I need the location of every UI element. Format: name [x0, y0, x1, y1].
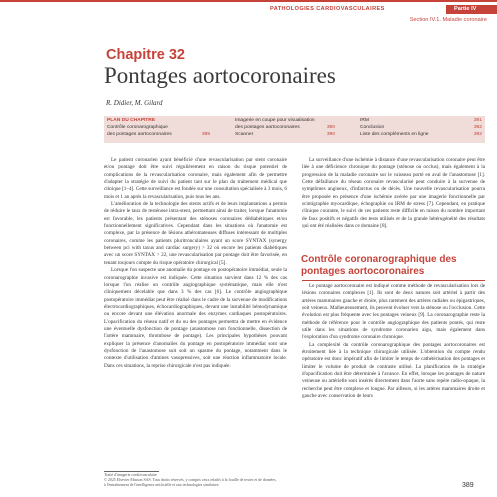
paragraph: L'amélioration de la technologie des stents actifs et de leurs implantations a permis de réduire le taux de resténose intra-stent, permettant ainsi de traiter, lorsque l'anatomie est favorable, les patients présentant des sténoses coronaires dédiabétiques et/ou fonctionnellement significatives. Cependant dans les situations où l'anatomie est complexe, par la présence de lésions athéromateuses diffuses intéressant de multiples coronaires, comme les patients pluritronculaires ayant un score SYNTAX (synergy between pci with taxus and cardiac surgery) > 32 où encore les patients diabétiques avec un score SYNTAX > 22, une revascularisation par pontage doit être favorisée, en tenant toujours compte du risque opératoire chirurgical [5].	[104, 201, 287, 266]
right-column-top	[302, 157, 485, 230]
toc-item[interactable]: IRM	[360, 118, 369, 123]
paragraph: Le patient coronarien ayant bénéficié d'une revascularisation par stent coronaire et/ou pontage doit être suivi régulièrement en raison du risque potentiel de complications de la revascularisation coronaire, mais également afin de permettre d'adapter la stratégie de suivi du patient tant sur le plan du traitement médical que clinique [1–4]. Cette surveillance est fondée sur une consultation spécialisée à 3 mois, 6 mois et 1 an après la revascularisation, puis tous les ans.	[104, 157, 287, 200]
footnote-line: à l'entraînement de l'intelligence artificielle et aux technologies similaires.	[104, 483, 220, 487]
toc-item[interactable]: Liste des compléments en ligne	[360, 132, 429, 137]
paragraph: Le pontage aortocoronaire est indiqué comme méthode de revascularisation lors de lésions coronaires complexes [1]. Ils sont de deux natures soit artériel à partir des artères mammaires gauche et droite, plus rarement des artères radiales ou épigastriques, soit veineux. Malheureusement, ils peuvent évoluer vers la sténose ou l'occlusion. Cette évolution est plus fréquente avec les pontages veineux [9]. La coronarographie reste la méthode de référence pour le contrôle angiographique des patients pontés, qui reste utile dans les situations de syndrome coronarien aigu, mais également dans l'exploration d'un syndrome coronaire chronique.	[302, 283, 485, 341]
toc-page: 392	[473, 125, 482, 130]
chapter-title: Pontages aortocoronaires	[104, 63, 336, 88]
footnote-rule	[104, 471, 159, 472]
chapter-plan-box	[104, 116, 485, 143]
running-title: PATHOLOGIES CARDIOVASCULAIRES	[270, 6, 385, 12]
right-column-bottom	[302, 283, 485, 401]
toc-item[interactable]: Conclusion	[360, 125, 385, 130]
paragraph: La surveillance d'une ischémie à distance d'une revascularisation coronaire peut être liée à une déficience chronique du pontage (sténose ou occlus), mais également à la progression de la maladie coronaire sur le vaisseau porté en aval de l'anastomose [1]. Cette défaillance du réseau coronaire revascularisé peut conduire à la survenue de symptômes angineux, d'infarctus ou de décès. Une nouvelle revascularisation pourra être proposée en présence d'une ischémie avérée par une imagerie fonctionnelle par scintigraphie myocardique, échographie ou IRM de stress [7]. Cependant, en pratique clinique courante, le suivi de ces patients reste difficile en raison du nombre important de faux positifs et négatifs des tests utilisés et de la grande hétérogénéité des résultats qui ont été réalisées dans ce domaine [8].	[302, 157, 485, 230]
section-rule	[302, 280, 485, 281]
toc-item[interactable]: Contrôle coronarographique	[107, 125, 168, 130]
footnote-line: Traité d'imagerie cardiovasculaire	[104, 473, 157, 477]
toc-page: 392	[473, 132, 482, 137]
header-rule	[0, 0, 497, 2]
authors: R. Didier, M. Gilard	[106, 99, 163, 107]
toc-item[interactable]: Imagerie en coupe pour visualisation	[235, 118, 315, 123]
toc-heading: PLAN DU CHAPITRE	[107, 118, 156, 123]
paragraph: La complexité du contrôle coronarographique des pontages aortocoronaires est étroitement liée à la technique chirurgicale utilisée. L'obtention du compte rendu opératoire est donc impératif afin de limiter le temps de cathétérisation des pontages et limiter le volume de produit de contraste utilisé. La planification de la stratégie d'opacification doit être déterminée à l'avance. En effet, lorsque les pontages de nature veineuse ou artérielle sont insérés directement dans l'aorte sans repère radio-opaque, la recherche peut être complexe et longue. Par ailleurs, si les artères mammaires droite et gauche avec conservation de leurs	[302, 341, 485, 400]
paragraph: Lorsque l'on suspecte une anomalie du pontage en postopératoire immédiat, seule la coronarographie invasive est indiquée. Cette situation survient dans 12 % des cas lorsque l'on réalise un contrôle angiographique systématique, mais elle n'est cliniquement décelable que dans 3 % des cas [6]. Le contrôle angiographique postopératoire immédiat peut être réalisé dans le cadre de la survenue de modifications électrocardiographiques, échocardiographiques, devant une instabilité hémodynamique ou encore devant une élévation anormale des enzymes cardiaques postopératoires. L'opacification du réseau natif et du ou des pontages permettra de mettre en évidence une éventuelle dysfonction de pontage (anastomose non fonctionnelle, dissection de l'artère mammaire, thrombose de pontage). Les principales hypothèses pouvant expliquer la présence d'anomalies du pontage en postopératoire immédiat sont une dysfonction de l'anastomose soit soit un spasme du pontage, notamment dans le contexte d'utilisation d'amines vasopressives, soit une réaction inflammatoire locale. Dans ces situations, la reprise chirurgicale n'est pas indiquée.	[104, 267, 287, 369]
page-number: 389	[462, 482, 474, 489]
footnote-line: © 2025 Elsevier Masson SAS. Tous droits réservés, y compris ceux relatifs à la fouille de textes et de données,	[104, 478, 277, 482]
toc-item[interactable]: des pontages aortocoronaires	[235, 125, 300, 130]
toc-item[interactable]: Scanner	[235, 132, 254, 137]
left-column	[104, 157, 287, 370]
toc-page: 390	[326, 132, 335, 137]
part-badge: Partie IV	[446, 5, 497, 14]
section-label: Section IV.1. Maladie coronaire	[409, 17, 487, 23]
footnote	[104, 473, 344, 488]
section-heading: Contrôle coronarographique des pontages aortocoronaires	[301, 254, 457, 277]
toc-page: 389	[201, 132, 210, 137]
toc-page: 390	[326, 125, 335, 130]
chapter-number: Chapitre 32	[106, 47, 185, 63]
toc-page: 391	[473, 118, 482, 123]
toc-item[interactable]: des pontages aortocoronaires	[107, 132, 172, 137]
